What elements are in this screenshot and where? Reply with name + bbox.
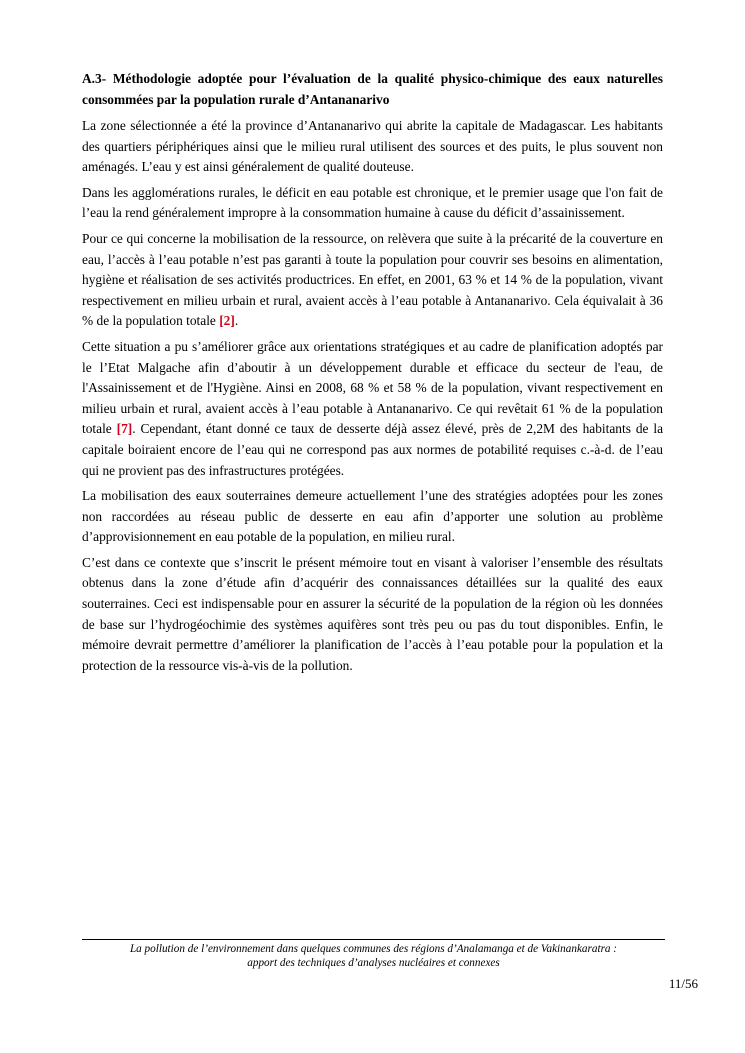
paragraph-groundwater-strategy: La mobilisation des eaux souterraines demeure actuellement l’une des stratégies adoptées pour les zones non raccordées au réseau public de desserte en eau afin d’apporter une solution au problème d’approvisionnement en eau potable de la population, en milieu rural.: [82, 488, 663, 545]
running-footer: [82, 942, 665, 970]
footer-line-2: apport des techniques d’analyses nucléaires et connexes: [247, 957, 500, 969]
citation-link-7[interactable]: [7]: [116, 421, 133, 437]
footer-divider: [82, 939, 665, 940]
paragraph-thesis-context: C’est dans ce contexte que s’inscrit le présent mémoire tout en visant à valoriser l’ensemble des résultats obtenus dans la zone d’étude afin d’acquérir des connaissances détaillées sur la qualité des eaux souterraines. Ceci est indispensable pour en assurer la sécurité de la population de la région où les données de base sur l’hydrogéochimie des systèmes aquifères sont très peu ou pas du tout disponibles. Enfin, le mémoire devrait permettre d’améliorer la planification de l’accès à l’eau potable pour la population et la protection de la ressource vis-à-vis de la pollution.: [82, 554, 663, 673]
paragraph-zone-selection: La zone sélectionnée a été la province d’Antananarivo qui abrite la capitale de Madagascar. Les habitants des quartiers périphériques ainsi que le milieu rural utilisent des sources et des puits, le plus souvent non aménagés. L’eau y est ainsi généralement de qualité douteuse.: [82, 118, 663, 175]
citation-link-2[interactable]: [2]: [219, 313, 235, 329]
section-heading: A.3- Méthodologie adoptée pour l’évaluation de la qualité physico-chimique des eaux naturelles consommées par la population rurale d’Antananarivo: [82, 71, 663, 107]
paragraph-text: Cette situation a pu s’améliorer grâce aux orientations stratégiques et au cadre de planification adoptés par le l’Etat Malgache afin d’aboutir à un développement durable et efficace du secteur de l'eau, de l'Assainissement et de l'Hygiène. Ainsi en 2008, 68 % et 58 % de la population, vivant respectivement en milieu urbain et rural, avaient accès à l’eau potable à Antananarivo. Ce qui revêtait 61 % de la population totale: [82, 338, 663, 437]
paragraph-text: Pour ce qui concerne la mobilisation de la ressource, on relèvera que suite à la précarité de la couverture en eau, l’accès à l’eau potable n’est pas garanti à toute la population pour couvrir ses besoins en alimentation, hygiène et réalisation de ses activités productrices. En effet, en 2001, 63 % et 14 % de la population, vivant respectivement en milieu urbain et rural, avaient accès à l’eau potable à Antananarivo. Cela équivalait à 36 % de la population totale: [82, 230, 663, 329]
paragraph-resource-mobilisation: [82, 229, 663, 332]
page-body: [82, 68, 663, 681]
paragraph-rural-deficit: Dans les agglomérations rurales, le déficit en eau potable est chronique, et le premier usage que l'on fait de l’eau la rend généralement impropre à la consommation humaine à cause du déficit d’assainissement.: [82, 184, 663, 221]
paragraph-situation-improvement: [82, 337, 663, 481]
page-number: 11/56: [668, 976, 698, 991]
paragraph-text: .: [234, 313, 239, 329]
footer-line-1: La pollution de l’environnement dans quelques communes des régions d’Analamanga et de Vakinankaratra :: [129, 943, 618, 955]
paragraph-text: . Cependant, étant donné ce taux de desserte déjà assez élevé, près de 2,2M des habitants de la capitale boiraient encore de l’eau qui ne correspond pas aux normes de potabilité requises c.-à-d. de l’eau qui ne provient pas des infrastructures protégées.: [82, 421, 664, 478]
